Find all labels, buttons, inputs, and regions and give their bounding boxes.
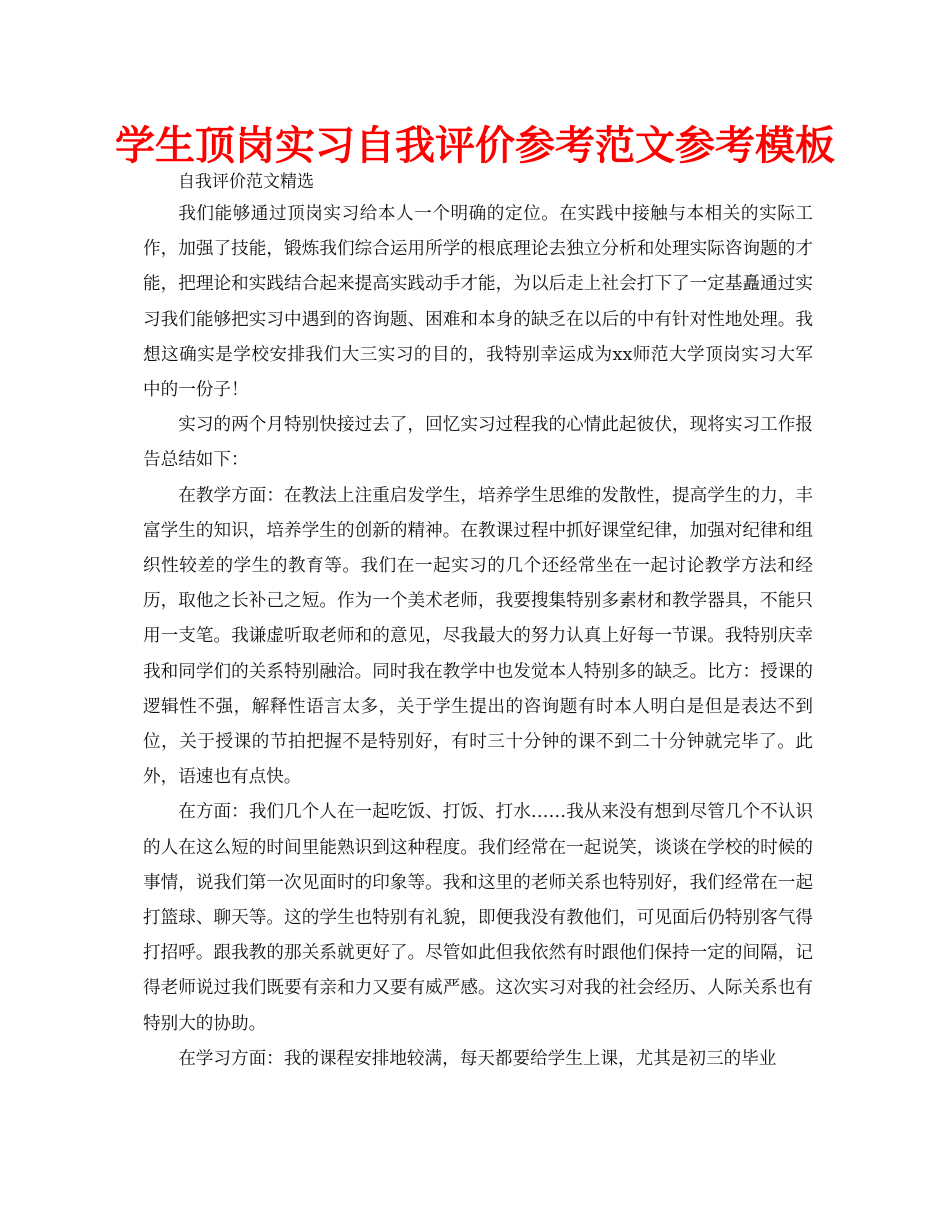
document-body [143,197,813,1077]
paragraph-relationships: 在方面：我们几个人在一起吃饭、打饭、打水……我从来没有想到尽管几个不认识的人在这么短的时间里能熟识到这种程度。我们经常在一起说笑，谈谈在学校的时候的事情，说我们第一次见面时的印象等。我和这里的老师关系也特别好，我们经常在一起打篮球、聊天等。这的学生也特别有礼貌，即便我没有教他们，可见面后仍特别客气得打招呼。跟我教的那关系就更好了。尽管如此但我依然有时跟他们保持一定的间隔，记得老师说过我们既要有亲和力又要有威严感。这次实习对我的社会经历、人际关系也有特别大的协助。 [143,802,813,1034]
paragraph-positioning: 我们能够通过顶岗实习给本人一个明确的定位。在实践中接触与本相关的实际工作，加强了技能，锻炼我们综合运用所学的根底理论去独立分析和处理实际咨询题的才能，把理论和实践结合起来提高实践动手才能，为以后走上社会打下了一定基矗通过实习我们能够把实习中遇到的咨询题、困难和本身的缺乏在以后的中有针对性地处理。我想这确实是学校安排我们大三实习的目的，我特别幸运成为xx师范大学顶岗实习大军中的一份子！ [143,204,813,401]
paragraph-study: 在学习方面：我的课程安排地较满，每天都要给学生上课，尤其是初三的毕业 [178,1048,777,1069]
paragraph-summary-intro: 实习的两个月特别快接过去了，回忆实习过程我的心情此起彼伏，现将实习工作报告总结如下： [143,415,813,471]
document-subtitle: 自我评价范文精选 [178,172,314,192]
document-title: 学生顶岗实习自我评价参考范文参考模板 [115,123,835,169]
paragraph-teaching: 在教学方面：在教法上注重启发学生，培养学生思维的发散性，提高学生的力，丰富学生的知识，培养学生的创新的精神。在教课过程中抓好课堂纪律，加强对纪律和组织性较差的学生的教育等。我们在一起实习的几个还经常坐在一起讨论教学方法和经历，取他之长补己之短。作为一个美术老师，我要搜集特别多素材和教学器具，不能只用一支笔。我谦虚听取老师和的意见，尽我最大的努力认真上好每一节课。我特别庆幸我和同学们的关系特别融洽。同时我在教学中也发觉本人特别多的缺乏。比方：授课的逻辑性不强，解释性语言太多，关于学生提出的咨询题有时本人明白是但是表达不到位，关于授课的节拍把握不是特别好，有时三十分钟的课不到二十分钟就完毕了。此外，语速也有点快。 [143,485,813,788]
